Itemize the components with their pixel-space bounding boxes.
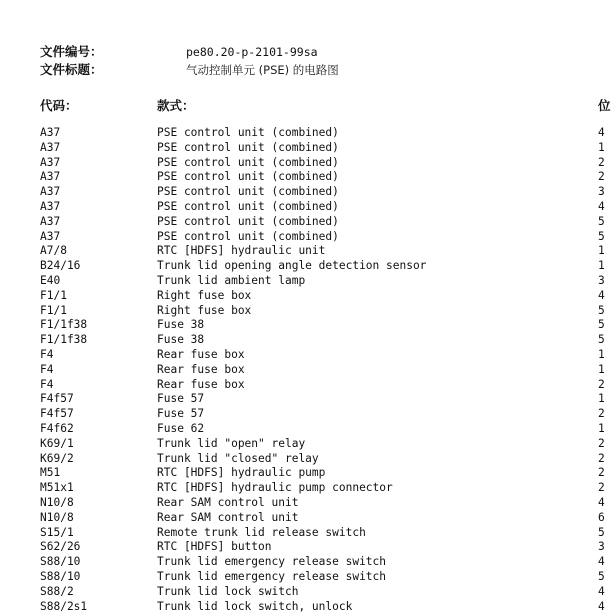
cell-page: 3 <box>598 540 605 554</box>
column-header-model: 款式： <box>157 98 195 113</box>
table-row <box>40 555 610 570</box>
cell-model: Trunk lid ambient lamp <box>157 273 306 287</box>
doc-title-label: 文件标题： <box>40 62 103 77</box>
cell-code: S88/2 <box>40 584 74 598</box>
cell-model: RTC [HDFS] hydraulic unit <box>157 244 326 258</box>
cell-page: 2 <box>598 377 605 391</box>
cell-page: 4 <box>598 199 605 213</box>
cell-model: PSE control unit (combined) <box>157 199 339 213</box>
table-row <box>40 511 610 526</box>
table-row <box>40 378 610 393</box>
cell-model: RTC [HDFS] hydraulic pump connector <box>157 481 393 495</box>
table-row <box>40 170 610 185</box>
cell-code: F4f57 <box>40 392 74 406</box>
table-row <box>40 466 610 481</box>
table-row <box>40 570 610 585</box>
doc-number-value: pe80.20-p-2101-99sa <box>186 45 318 59</box>
cell-model: PSE control unit (combined) <box>157 214 339 228</box>
cell-code: B24/16 <box>40 259 81 273</box>
cell-code: F1/1 <box>40 303 67 317</box>
cell-model: Trunk lid emergency release switch <box>157 569 387 583</box>
cell-model: Right fuse box <box>157 303 252 317</box>
cell-page: 3 <box>598 273 605 287</box>
cell-code: K69/1 <box>40 436 74 450</box>
cell-page: 1 <box>598 347 605 361</box>
cell-page: 4 <box>598 495 605 509</box>
cell-model: Rear SAM control unit <box>157 495 299 509</box>
cell-page: 5 <box>598 333 605 347</box>
cell-model: Fuse 62 <box>157 421 205 435</box>
table-row <box>40 141 610 156</box>
cell-code: E40 <box>40 273 61 287</box>
cell-model: Fuse 38 <box>157 333 205 347</box>
cell-model: Rear fuse box <box>157 347 245 361</box>
cell-model: Trunk lid "open" relay <box>157 436 306 450</box>
table-row <box>40 363 610 378</box>
cell-page: 4 <box>598 599 605 613</box>
table-row <box>40 185 610 200</box>
table-row <box>40 422 610 437</box>
cell-model: Rear SAM control unit <box>157 510 299 524</box>
cell-code: S15/1 <box>40 525 74 539</box>
doc-number-label: 文件编号： <box>40 44 103 59</box>
table-row <box>40 289 610 304</box>
cell-model: Trunk lid lock switch <box>157 584 299 598</box>
doc-number-row <box>40 44 600 62</box>
table-row <box>40 600 610 614</box>
cell-page: 5 <box>598 525 605 539</box>
cell-page: 4 <box>598 555 605 569</box>
column-header-extra: 位 <box>598 98 611 113</box>
table-row <box>40 585 610 600</box>
cell-page: 5 <box>598 318 605 332</box>
column-header-code: 代码： <box>40 98 78 113</box>
cell-page: 6 <box>598 510 605 524</box>
cell-model: Fuse 57 <box>157 392 205 406</box>
cell-model: Trunk lid opening angle detection sensor <box>157 259 427 273</box>
cell-code: A37 <box>40 126 61 139</box>
cell-model: PSE control unit (combined) <box>157 185 339 199</box>
component-table <box>40 126 610 614</box>
cell-page: 4 <box>598 584 605 598</box>
cell-model: RTC [HDFS] button <box>157 540 272 554</box>
cell-page: 2 <box>598 451 605 465</box>
table-row <box>40 333 610 348</box>
cell-page: 2 <box>598 481 605 495</box>
doc-title-row <box>40 62 600 80</box>
cell-code: F4f62 <box>40 421 74 435</box>
cell-code: F4 <box>40 377 54 391</box>
table-row <box>40 274 610 289</box>
cell-model: PSE control unit (combined) <box>157 126 339 139</box>
table-row <box>40 230 610 245</box>
cell-model: Rear fuse box <box>157 377 245 391</box>
table-row <box>40 348 610 363</box>
table-row <box>40 259 610 274</box>
cell-code: F4 <box>40 347 54 361</box>
cell-page: 2 <box>598 170 605 184</box>
table-row <box>40 540 610 555</box>
table-header <box>40 98 610 116</box>
cell-code: S88/10 <box>40 555 81 569</box>
cell-page: 1 <box>598 421 605 435</box>
cell-code: F1/1f38 <box>40 318 88 332</box>
table-row <box>40 481 610 496</box>
table-row <box>40 200 610 215</box>
cell-model: Fuse 38 <box>157 318 205 332</box>
table-row <box>40 496 610 511</box>
table-row <box>40 526 610 541</box>
cell-page: 5 <box>598 214 605 228</box>
cell-code: K69/2 <box>40 451 74 465</box>
cell-page: 4 <box>598 288 605 302</box>
cell-page: 1 <box>598 362 605 376</box>
cell-code: F1/1 <box>40 288 67 302</box>
cell-code: F4f57 <box>40 407 74 421</box>
table-row <box>40 215 610 230</box>
table-row <box>40 452 610 467</box>
cell-code: S88/2s1 <box>40 599 88 613</box>
table-row <box>40 126 610 141</box>
cell-code: M51 <box>40 466 61 480</box>
cell-model: Fuse 57 <box>157 407 205 421</box>
cell-code: M51x1 <box>40 481 74 495</box>
cell-code: A37 <box>40 214 61 228</box>
cell-page: 5 <box>598 569 605 583</box>
cell-model: PSE control unit (combined) <box>157 229 339 243</box>
cell-model: PSE control unit (combined) <box>157 170 339 184</box>
table-row <box>40 156 610 171</box>
cell-model: Trunk lid emergency release switch <box>157 555 387 569</box>
cell-model: Rear fuse box <box>157 362 245 376</box>
cell-page: 1 <box>598 259 605 273</box>
cell-code: S88/10 <box>40 569 81 583</box>
cell-code: N10/8 <box>40 495 74 509</box>
cell-model: RTC [HDFS] hydraulic pump <box>157 466 326 480</box>
cell-page: 5 <box>598 303 605 317</box>
cell-page: 2 <box>598 436 605 450</box>
cell-page: 4 <box>598 126 605 139</box>
table-row <box>40 392 610 407</box>
cell-code: S62/26 <box>40 540 81 554</box>
cell-model: Trunk lid lock switch, unlock <box>157 599 353 613</box>
cell-page: 2 <box>598 466 605 480</box>
cell-page: 2 <box>598 407 605 421</box>
cell-model: Remote trunk lid release switch <box>157 525 366 539</box>
cell-code: A37 <box>40 229 61 243</box>
cell-code: F1/1f38 <box>40 333 88 347</box>
table-row <box>40 437 610 452</box>
cell-code: A37 <box>40 155 61 169</box>
cell-model: Trunk lid "closed" relay <box>157 451 319 465</box>
cell-code: N10/8 <box>40 510 74 524</box>
doc-title-value: 气动控制单元 (PSE) 的电路图 <box>186 63 339 77</box>
cell-page: 5 <box>598 229 605 243</box>
cell-code: A37 <box>40 199 61 213</box>
cell-code: A7/8 <box>40 244 67 258</box>
cell-page: 1 <box>598 140 605 154</box>
cell-page: 2 <box>598 155 605 169</box>
cell-code: A37 <box>40 185 61 199</box>
cell-page: 1 <box>598 392 605 406</box>
cell-model: PSE control unit (combined) <box>157 140 339 154</box>
table-row <box>40 304 610 319</box>
table-row <box>40 244 610 259</box>
table-row <box>40 407 610 422</box>
table-row <box>40 318 610 333</box>
cell-page: 1 <box>598 244 605 258</box>
cell-model: PSE control unit (combined) <box>157 155 339 169</box>
cell-page: 3 <box>598 185 605 199</box>
cell-code: A37 <box>40 170 61 184</box>
cell-code: F4 <box>40 362 54 376</box>
cell-code: A37 <box>40 140 61 154</box>
cell-model: Right fuse box <box>157 288 252 302</box>
